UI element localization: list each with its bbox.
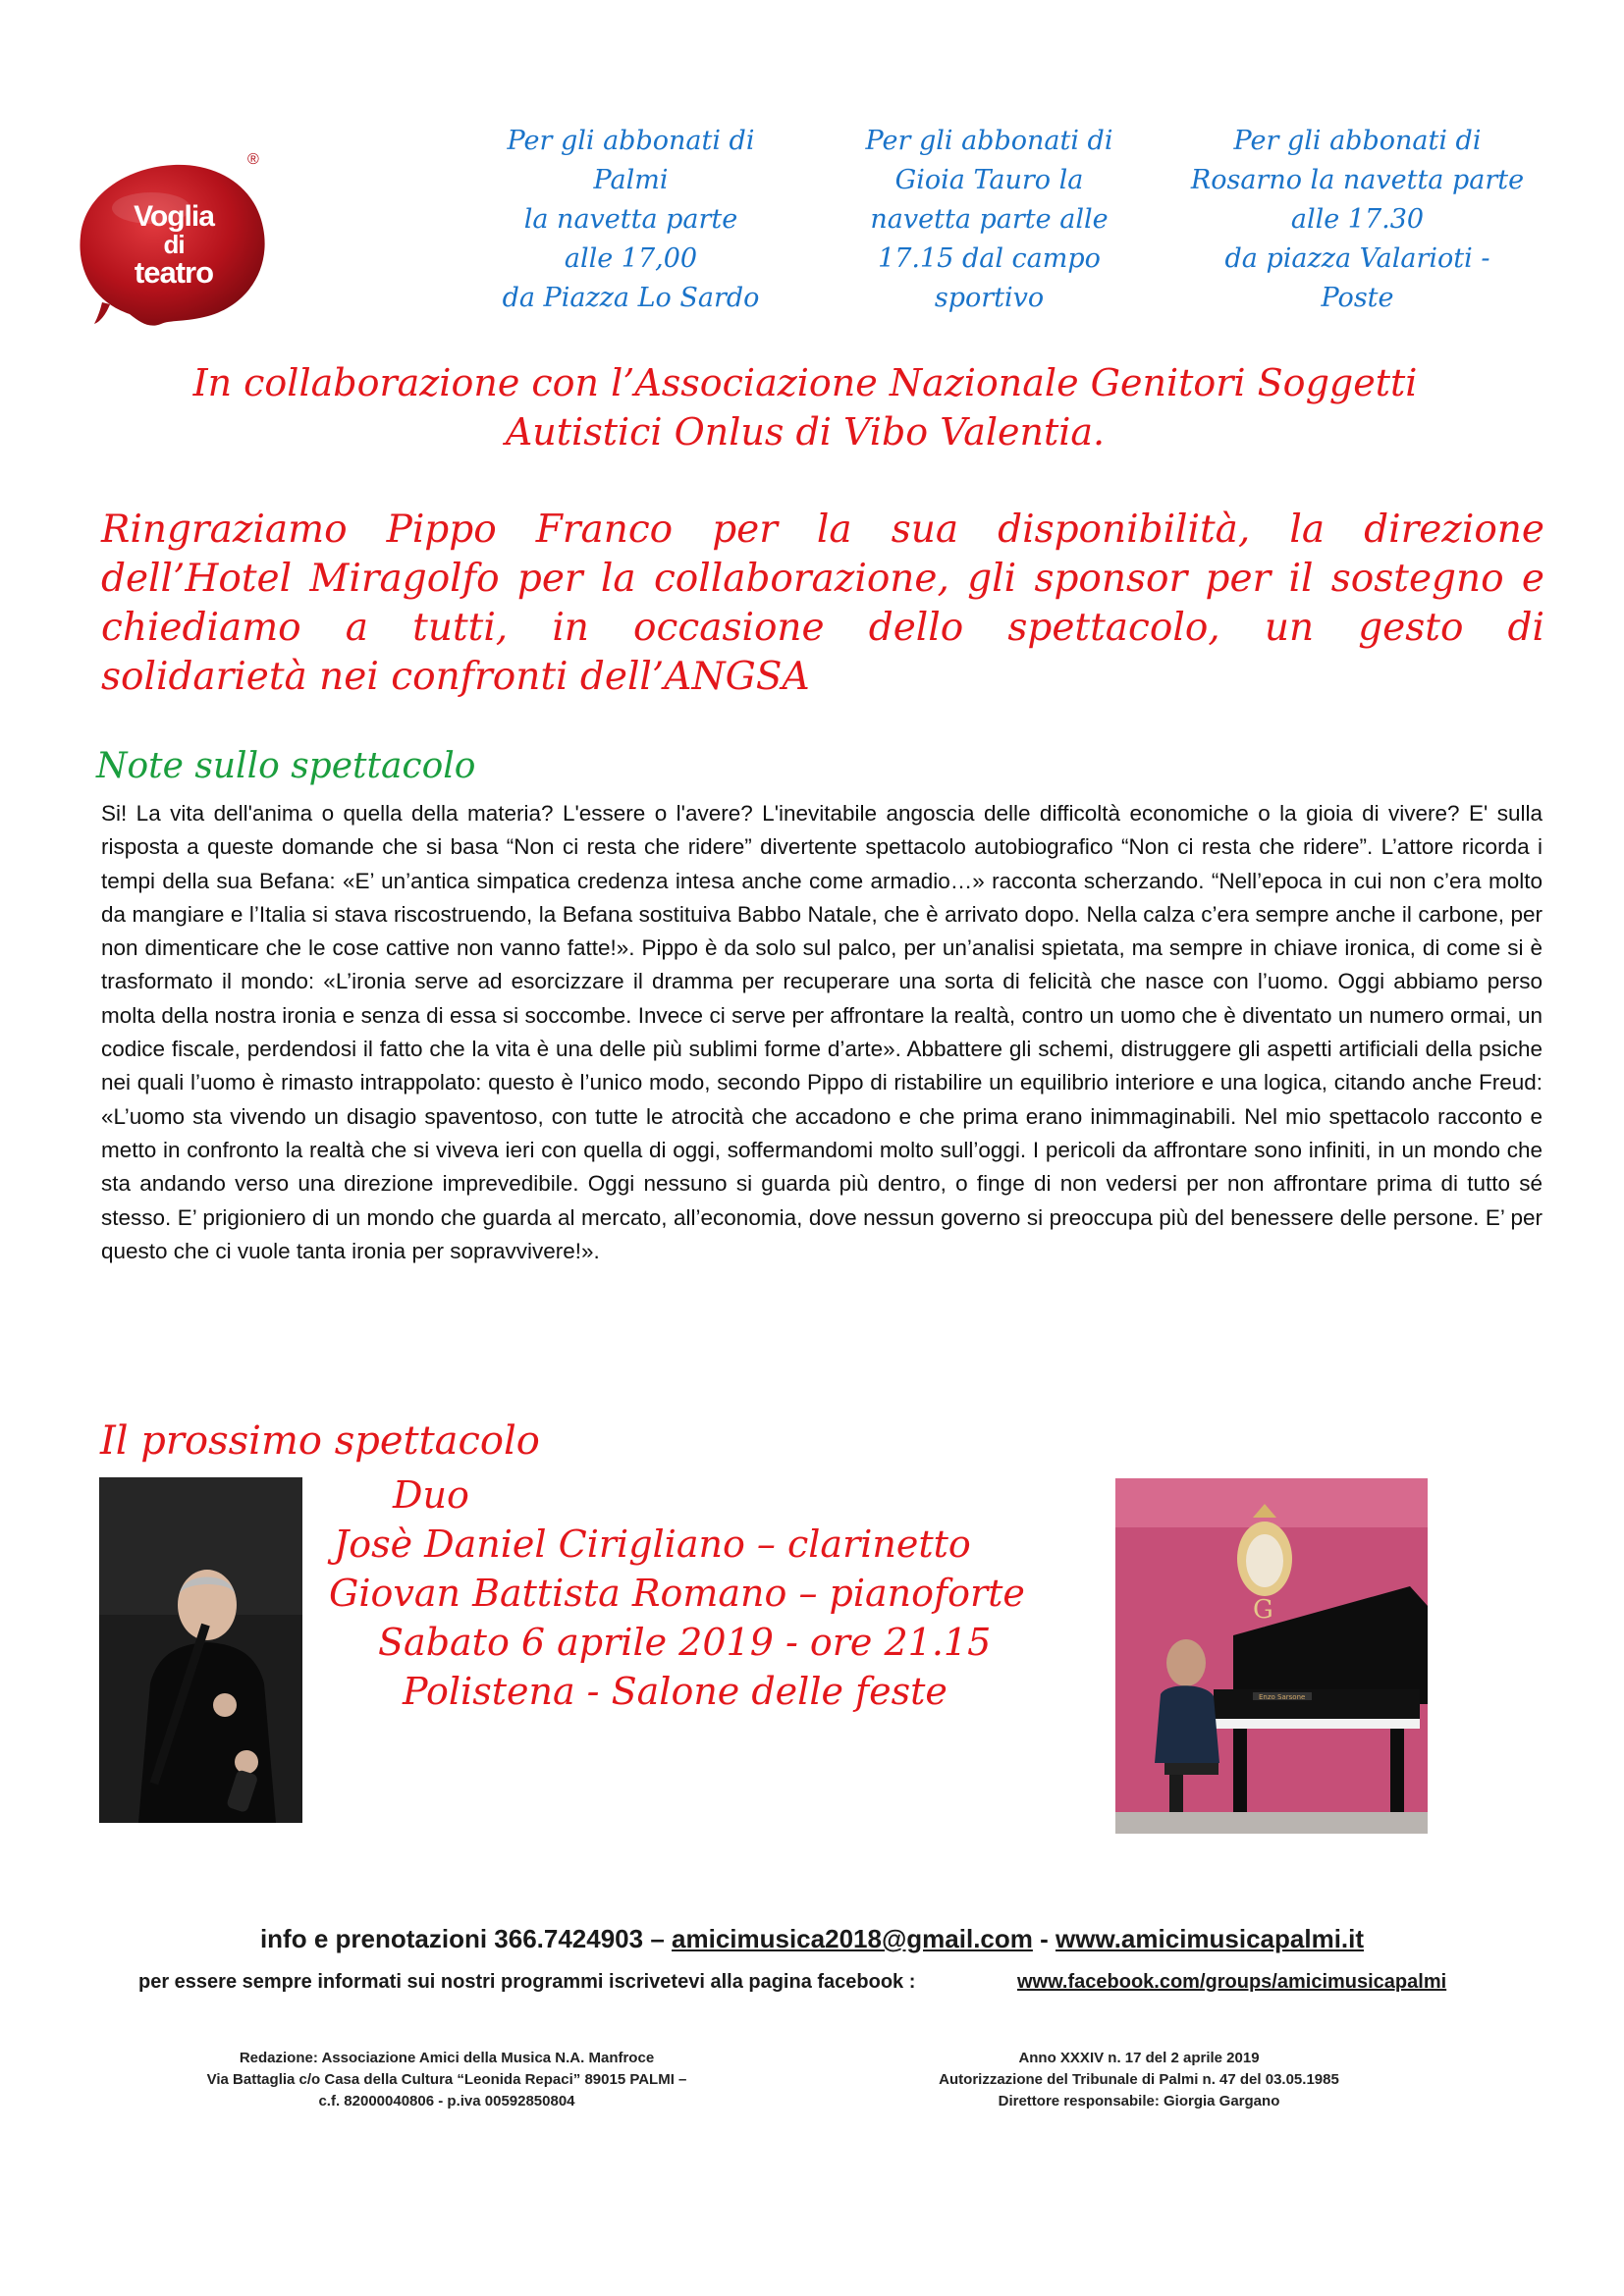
collab-line: Autistici Onlus di Vibo Valentia. [505,410,1106,454]
duo-label: Duo [393,1473,469,1517]
logo-text-line2: di [163,230,185,259]
pianist-image [1115,1478,1428,1834]
shuttle-line: alle 17,00 [564,243,698,274]
show-venue: Polistena - Salone delle feste [403,1670,947,1713]
footer-line: Anno XXXIV n. 17 del 2 aprile 2019 [1018,2050,1260,2066]
shuttle-line: 17.15 dal campo [878,243,1101,274]
contact-info [0,1924,1624,1954]
shuttle-line: Gioia Tauro la [894,165,1084,195]
footer-publisher [128,2048,766,2112]
svg-text:G: G [1253,1595,1273,1625]
footer-line: Redazione: Associazione Amici della Musica N.A. Manfroce [239,2050,655,2066]
thanks-line: chiediamo a tutti, in occasione dello spettacolo, un gesto di [101,606,1544,650]
shuttle-line: alle 17.30 [1290,204,1425,235]
show-date: Sabato 6 aprile 2019 - ore 21.15 [378,1621,992,1664]
next-show-details [295,1470,1139,1716]
shuttle-line: sportivo [934,283,1045,313]
shuttle-gioia-tauro [830,122,1149,318]
facebook-line [138,1971,1447,1994]
shuttle-line: Per gli abbonati di [507,126,755,156]
contact-separator: - [1032,1924,1056,1953]
shuttle-line: la navetta parte [523,204,738,235]
next-show-title: Il prossimo spettacolo [100,1418,540,1464]
voglia-di-teatro-logo [71,151,277,329]
notes-title: Note sullo spettacolo [96,746,476,786]
logo-text-line3: teatro [134,255,214,290]
shuttle-line: Rosarno la navetta parte [1190,165,1525,195]
logo-text-line1: Voglia [134,200,214,233]
piano-brand: Enzo Sarsone [1259,1693,1306,1701]
shuttle-line: navetta parte alle [870,204,1109,235]
thanks-line: solidarietà nei confronti dell’ANGSA [101,655,810,699]
shuttle-line: Per gli abbonati di [865,126,1113,156]
footer-registration [844,2048,1434,2112]
shuttle-line: da piazza Valarioti - [1224,243,1490,274]
clarinetist-image [99,1477,302,1823]
shuttle-rosarno [1164,122,1551,318]
thanks-line: Ringraziamo Pippo Franco per la sua disponibilità, la direzione [101,507,1544,552]
footer-line: Via Battaglia c/o Casa della Cultura “Leonida Repaci” 89015 PALMI – [206,2071,687,2088]
shuttle-line: Palmi [593,165,669,195]
facebook-link[interactable]: www.facebook.com/groups/amicimusicapalmi [1017,1971,1447,1993]
performer-clarinet: Josè Daniel Cirigliano – clarinetto [334,1522,971,1566]
registered-mark: ® [247,151,259,168]
pianist-photo [1115,1478,1428,1834]
contact-phone-text: info e prenotazioni 366.7424903 – [259,1924,673,1953]
thanks-paragraph [101,506,1544,702]
shuttle-palmi [471,122,790,318]
collaboration-heading [98,358,1512,456]
performer-piano: Giovan Battista Romano – pianoforte [329,1572,1025,1615]
email-link[interactable]: amicimusica2018@gmail.com [672,1924,1033,1953]
thanks-line: dell’Hotel Miragolfo per la collaborazione, gli sponsor per il sostegno e [101,557,1544,601]
shuttle-line: Poste [1321,283,1394,313]
website-link[interactable]: www.amicimusicapalmi.it [1056,1924,1365,1953]
shuttle-line: da Piazza Lo Sardo [502,283,760,313]
clarinetist-photo [99,1477,302,1823]
footer-line: Direttore responsabile: Giorgia Gargano [998,2093,1280,2109]
facebook-text: per essere sempre informati sui nostri programmi iscrivetevi alla pagina facebook : [138,1971,916,1993]
footer-line: Autorizzazione del Tribunale di Palmi n. 47 del 03.05.1985 [939,2071,1339,2088]
shuttle-line: Per gli abbonati di [1233,126,1482,156]
notes-body: Si! La vita dell'anima o quella della materia? L'essere o l'avere? L'inevitabile angoscia delle difficoltà economiche o la gioia di vivere? E' sulla risposta a queste domande che si basa “Non ci resta che ridere” divertente spettacolo autobiografico “Non ci resta che ridere”. L’attore ricorda i tempi della sua Befana: «E’ un’antica simpatica credenza intesa anche come armadio…» racconta scherzando. “Nell’epoca in cui non c’era molto da mangiare e l’Italia si stava riscostruendo, la Befana sostituiva Babbo Natale, che è arrivato dopo. Nella calza c’era sempre anche il carbone, per non dimenticare che le cose cattive non vanno fatte!». Pippo è da solo sul palco, per un’analisi spietata, ma sempre in chiave ironica, di come si è trasformato il mondo: «L’ironia serve ad esorcizzare il dramma per recuperare una sorta di felicità che nasce con l’uomo. Oggi abbiamo perso molta della nostra ironia e senza di essa si soccombe. Invece ci serve per affrontare la realtà, contro un uomo che è diventato un numero ormai, un codice fiscale, perdendosi il fatto che la vita è una delle più sublimi forme d’arte». Abbattere gli schemi, distruggere gli aspetti artificiali della psiche nei quali l’uomo è rimasto intrappolato: questo è l’unico modo, secondo Pippo di ristabilire un equilibrio interiore e una logica, citando anche Freud: «L’uomo sta vivendo un disagio spaventoso, con tutte le atrocità che accadono e che prima erano inimmaginabili. Nel mio spettacolo racconto e metto in confronto la realtà che si viveva ieri con quella di oggi, soffermandomi molto sull’oggi. I pericoli da affrontare sono infiniti, in un mondo che sta andando verso una direzione imprevedibile. Oggi nessuno si guarda più dentro, o finge di non vedersi per non affrontare prima di tutto sé stesso. E’ prigioniero di un mondo che guarda al mercato, all’economia, dove nessun governo si preoccupa più del benessere delle persone. E’ per questo che ci vuole tanta ironia per sopravvivere!». [101,801,1543,1263]
collab-line: In collaborazione con l’Associazione Nazionale Genitori Soggetti [192,361,1418,404]
footer-line: c.f. 82000040806 - p.iva 00592850804 [318,2093,575,2109]
